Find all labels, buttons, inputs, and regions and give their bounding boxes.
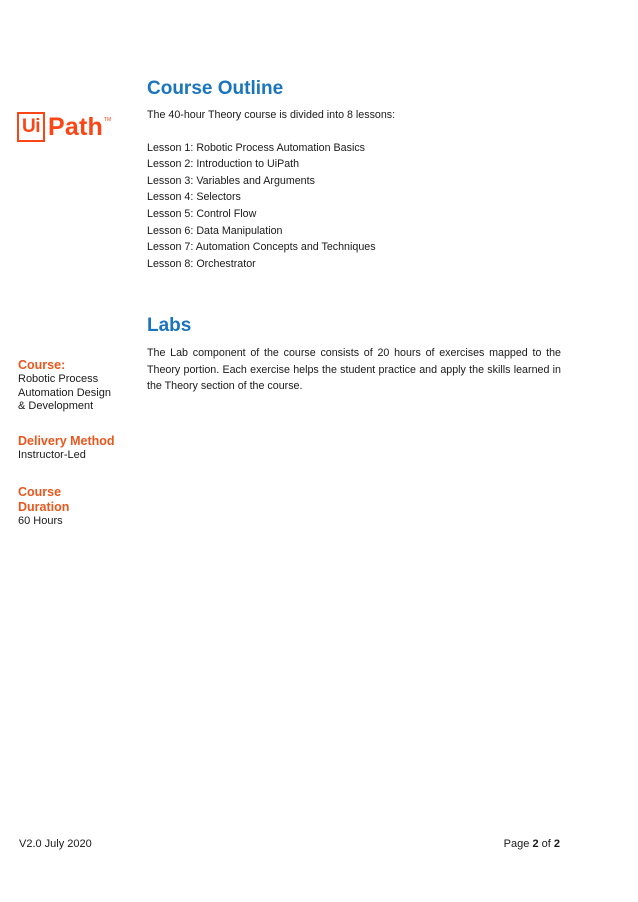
course-value: Robotic Process Automation Design & Development (18, 373, 111, 412)
lesson-item: Lesson 7: Automation Concepts and Techniques (147, 241, 376, 254)
footer-version: V2.0 July 2020 (19, 838, 92, 850)
page-prefix: Page (503, 838, 530, 850)
lesson-list (147, 140, 561, 273)
lesson-item: Lesson 3: Variables and Arguments (147, 174, 315, 187)
labs-heading: Labs (147, 315, 192, 336)
delivery-method-label: Delivery Method (18, 434, 115, 448)
footer-page-number (504, 838, 560, 850)
lesson-item: Lesson 5: Control Flow (147, 207, 257, 220)
course-duration-value: 60 Hours (18, 515, 63, 527)
duration-info (18, 485, 128, 529)
course-outline-section (147, 78, 561, 272)
lesson-item: Lesson 8: Orchestrator (147, 257, 256, 270)
course-label: Course: (18, 358, 66, 372)
page-total: 2 (553, 838, 560, 850)
course-info (18, 358, 128, 414)
labs-body: The Lab component of the course consists of 20 hours of exercises mapped to the Theory portion. Each exercise helps the student practice and apply the skills learned in the Theory section of the course. (147, 347, 561, 393)
delivery-info (18, 434, 128, 463)
course-duration-label: Course Duration (18, 485, 70, 514)
lesson-item: Lesson 4: Selectors (147, 191, 241, 204)
lesson-item: Lesson 2: Introduction to UiPath (147, 158, 300, 171)
logo-trademark: TM (103, 117, 112, 123)
course-outline-heading: Course Outline (147, 78, 284, 99)
delivery-method-value: Instructor-Led (18, 449, 86, 461)
lesson-item: Lesson 6: Data Manipulation (147, 224, 283, 237)
labs-section (147, 315, 561, 395)
logo-path-text: Path (48, 113, 103, 141)
page-current: 2 (532, 838, 539, 850)
lesson-item: Lesson 1: Robotic Process Automation Basics (147, 141, 366, 154)
outline-intro: The 40-hour Theory course is divided into 8 lessons: (147, 109, 396, 121)
logo-ui-box: Ui (17, 112, 45, 142)
uipath-logo (17, 112, 111, 142)
page-of: of (541, 838, 551, 850)
